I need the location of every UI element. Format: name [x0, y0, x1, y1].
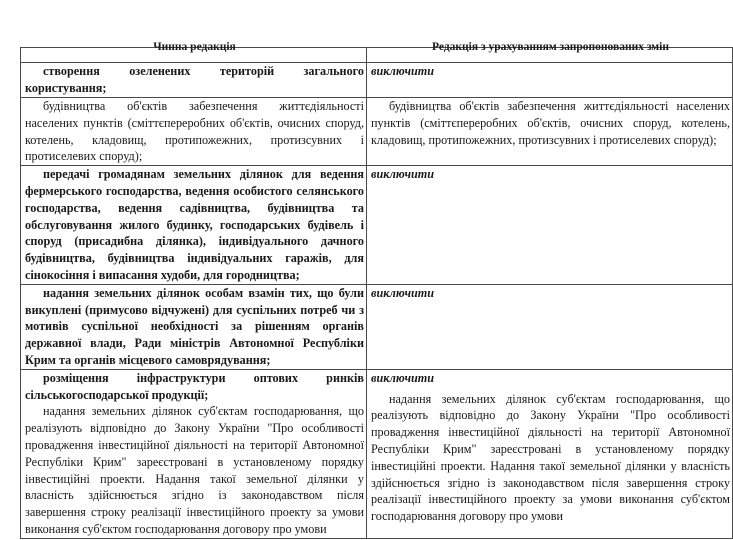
table-row [21, 284, 733, 369]
row-5-current [21, 369, 367, 538]
table-header-row [21, 48, 733, 63]
table-row [21, 63, 733, 98]
row-3-proposed [367, 166, 733, 285]
row-3-proposed-text: виключити [371, 167, 435, 182]
row-3-current-text: передачі громадянам земельних ділянок для ведення фермерського господарства, ведення особистого селянського господарства, ведення садівництва, будівництва та обслуговування жилого будинку, господарських будівель і споруд (присадибна ділянка), індивідуального дачного будівництва, будівництва індивідуальних гаражів, для сінокосіння і випасання худоби, для городництва; [25, 167, 364, 282]
row-5-current-text: надання земельних ділянок суб'єктам господарювання, що реалізують відповідно до Закону України "Про особливості провадження інвестиційної діяльності на території Автономної Республіки Крим" зареєстровані в установленому порядку інвестиційні проекти. Надання такої земельної ділянки у власність здійснюється згідно із законодавством після завершення строку реалізації інвестиційного проекту за умови виконання суб'єктом господарювання договору про умови [25, 404, 364, 536]
row-5-current-bold-text: розміщення інфраструктури оптових ринків сільськогосподарської продукції; [25, 370, 364, 402]
header-proposed-edition [367, 41, 733, 63]
row-5-proposed-text: надання земельних ділянок суб'єктам господарювання, що реалізують відповідно до Закону України "Про особливості провадження інвестиційної діяльності на території Автономної Республіки Крим" зареєстровані в установленому порядку інвестиційні проекти. Надання такої земельної ділянки у власність здійснюється згідно із законодавством після завершення строку реалізації інвестиційного проекту за умови виконання суб'єктом господарювання договору про умови [371, 391, 730, 524]
comparison-table [20, 41, 733, 539]
row-4-proposed-text: виключити [371, 285, 435, 300]
row-1-proposed-text: виключити [371, 64, 435, 78]
row-2-proposed [367, 98, 733, 166]
table-row [21, 98, 733, 166]
row-3-current [21, 166, 367, 285]
row-4-current [21, 284, 367, 369]
row-1-current [21, 63, 367, 98]
row-2-proposed-text: будівництва об'єктів забезпечення життєдіяльності населених пунктів (сміттєпереробних об'єктів, очисних споруд, котелень, кладовищ, протипожежних, протизсувних і протиселевих споруд); [371, 99, 730, 147]
row-5-proposed [367, 369, 733, 538]
row-1-current-text: створення озеленених територій загального користування; [25, 64, 364, 95]
row-4-current-text: надання земельних ділянок особам взамін тих, що були викуплені (примусово відчужені) для суспільних потреб чи з мотивів суспільної необхідності за рішенням органів державної влади, Ради міністрів Автономної Республіки Крим та органів місцевого самоврядування; [25, 285, 364, 367]
header-current-edition-text: Чинна редакція [153, 41, 236, 53]
header-proposed-edition-text: Редакція з урахуванням запропонованих змін [432, 41, 669, 53]
header-current-edition [21, 41, 367, 63]
row-2-current-text: будівництва об'єктів забезпечення життєдіяльності населених пунктів (сміттєпереробних об'єктів, очисних споруд, котелень, кладовищ, протипожежних, протизсувних і протиселевих споруд); [25, 99, 364, 164]
table-row [21, 369, 733, 538]
table-row [21, 166, 733, 285]
row-1-proposed [367, 63, 733, 98]
row-5-proposed-exclude: виключити [371, 370, 435, 385]
row-2-current [21, 98, 367, 166]
row-4-proposed [367, 284, 733, 369]
